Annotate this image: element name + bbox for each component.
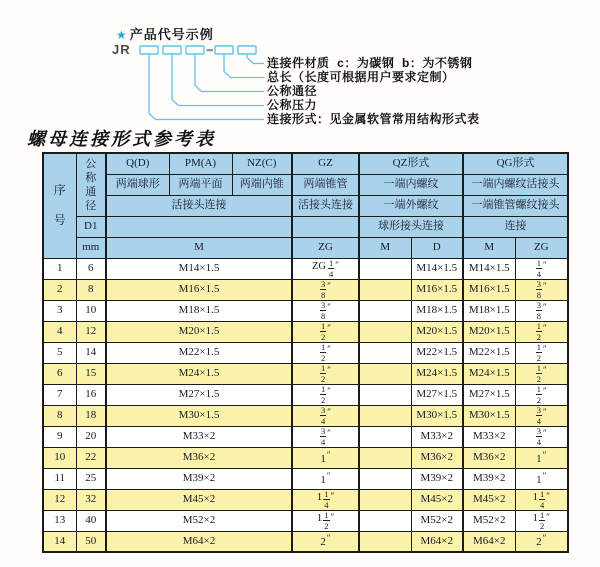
header-unit-zg: ZG — [292, 237, 359, 258]
cell-gz-zg: $\frac{3}{4}$ ″ — [292, 426, 359, 447]
cell-qg-zg: $\frac{3}{4}$ ″ — [515, 426, 568, 447]
cell-gz-zg: 1″ — [292, 468, 359, 489]
cell-gz-zg: ZG $\frac{1}{4}$ ″ — [292, 258, 359, 279]
cell-gz-zg: $\frac{1}{2}$ ″ — [292, 321, 359, 342]
cell-gz-zg: 1 $\frac{1}{2}$ ″ — [292, 510, 359, 531]
cell-m: M52×2 — [106, 510, 292, 531]
cell-m: M18×1.5 — [106, 300, 292, 321]
cell-mm: 40 — [76, 510, 106, 531]
header-unit-qg-m: M — [463, 237, 515, 258]
cell-qg-m: M22×1.5 — [463, 342, 515, 363]
cell-qz-d: M45×2 — [411, 489, 463, 510]
cell-qg-zg: $\frac{1}{2}$ ″ — [515, 342, 568, 363]
cell-seq: 5 — [43, 342, 76, 363]
cell-gz-zg: $\frac{3}{8}$ ″ — [292, 300, 359, 321]
header-pm-desc: 两端平面 — [169, 174, 232, 195]
header-mm: mm — [76, 237, 106, 258]
table-row — [43, 468, 568, 489]
cell-qg-zg: 1″ — [515, 468, 568, 489]
table-row — [43, 363, 568, 384]
cell-qz-m — [359, 405, 411, 426]
cell-seq: 8 — [43, 405, 76, 426]
cell-qg-m: M24×1.5 — [463, 363, 515, 384]
cell-qg-zg: $\frac{3}{4}$ ″ — [515, 405, 568, 426]
cell-gz-zg: $\frac{1}{2}$ ″ — [292, 342, 359, 363]
header-empty-cell — [292, 216, 359, 237]
cell-qz-d: M36×2 — [411, 447, 463, 468]
header-qz: QZ形式 — [359, 153, 463, 174]
connector-line — [247, 55, 264, 64]
cell-qz-d: M16×1.5 — [411, 279, 463, 300]
table-row — [43, 489, 568, 510]
table-row — [43, 447, 568, 468]
connector-line — [195, 55, 264, 92]
table-row — [43, 321, 568, 342]
cell-mm: 12 — [76, 321, 106, 342]
cell-mm: 10 — [76, 300, 106, 321]
header-q-desc: 两端球形 — [106, 174, 169, 195]
cell-seq: 7 — [43, 384, 76, 405]
cell-mm: 18 — [76, 405, 106, 426]
cell-qg-m: M18×1.5 — [463, 300, 515, 321]
cell-gz-zg: $\frac{3}{4}$ ″ — [292, 405, 359, 426]
cell-qz-d: M39×2 — [411, 468, 463, 489]
table-body — [43, 258, 568, 552]
cell-qg-zg: $\frac{3}{8}$ ″ — [515, 279, 568, 300]
header-qz-connection: 球形接头连接 — [359, 216, 463, 237]
cell-mm: 20 — [76, 426, 106, 447]
header-unit-m: M — [106, 237, 292, 258]
header-nz: NZ(C) — [232, 153, 292, 174]
cell-mm: 8 — [76, 279, 106, 300]
cell-seq: 4 — [43, 321, 76, 342]
cell-m: M45×2 — [106, 489, 292, 510]
cell-qg-m: M39×2 — [463, 468, 515, 489]
cell-mm: 16 — [76, 384, 106, 405]
cell-qg-zg: 1 $\frac{1}{2}$ ″ — [515, 510, 568, 531]
table-row — [43, 300, 568, 321]
code-label-connection: 连接形式：见金属软管常用结构形式表 — [267, 112, 480, 126]
cell-mm: 15 — [76, 363, 106, 384]
cell-gz-zg: $\frac{1}{2}$ ″ — [292, 384, 359, 405]
header-empty-cell — [106, 216, 292, 237]
cell-gz-zg: 1″ — [292, 447, 359, 468]
code-label-diameter: 公称通径 — [267, 84, 318, 98]
code-field-box — [238, 46, 256, 54]
cell-qg-zg: $\frac{3}{8}$ ″ — [515, 300, 568, 321]
connector-line — [149, 55, 264, 120]
cell-m: M27×1.5 — [106, 384, 292, 405]
code-field-box — [186, 46, 204, 54]
header-gz-desc: 两端锥管 — [292, 174, 359, 195]
cell-qg-zg: 2″ — [515, 531, 568, 552]
table-row — [43, 426, 568, 447]
cell-qz-d: M20×1.5 — [411, 321, 463, 342]
cell-seq: 12 — [43, 489, 76, 510]
cell-qg-zg: $\frac{1}{4}$ ″ — [515, 258, 568, 279]
cell-qg-m: M14×1.5 — [463, 258, 515, 279]
table-row — [43, 342, 568, 363]
cell-qg-m: M27×1.5 — [463, 384, 515, 405]
cell-qz-d: M24×1.5 — [411, 363, 463, 384]
cell-qg-m: M30×1.5 — [463, 405, 515, 426]
code-label-pressure: 公称压力 — [267, 98, 318, 112]
cell-m: M14×1.5 — [106, 258, 292, 279]
code-label-material: 连接件材质 c：为碳钢 b：为不锈钢 — [267, 56, 473, 70]
header-unit-qg-zg: ZG — [515, 237, 568, 258]
cell-qz-m — [359, 447, 411, 468]
cell-m: M20×1.5 — [106, 321, 292, 342]
cell-gz-zg: $\frac{1}{2}$ ″ — [292, 363, 359, 384]
cell-qg-zg: 1″ — [515, 447, 568, 468]
header-union-connection: 活接头连接 — [106, 195, 292, 216]
cell-qz-m — [359, 342, 411, 363]
cell-qz-m — [359, 321, 411, 342]
cell-mm: 14 — [76, 342, 106, 363]
cell-qg-zg: $\frac{1}{2}$ ″ — [515, 321, 568, 342]
diagram-title-text: 产品代号示例 — [129, 27, 214, 42]
cell-seq: 11 — [43, 468, 76, 489]
star-icon: ★ — [116, 28, 128, 42]
cell-qz-d: M52×2 — [411, 510, 463, 531]
code-field-box — [140, 46, 158, 54]
cell-qz-d: M64×2 — [411, 531, 463, 552]
cell-m: M39×2 — [106, 468, 292, 489]
cell-qg-m: M20×1.5 — [463, 321, 515, 342]
cell-qg-m: M52×2 — [463, 510, 515, 531]
code-label-length: 总长（长度可根据用户要求定制） — [267, 70, 455, 84]
cell-seq: 13 — [43, 510, 76, 531]
cell-qg-zg: $\frac{1}{2}$ ″ — [515, 363, 568, 384]
cell-qz-m — [359, 363, 411, 384]
cell-gz-zg: 1 $\frac{1}{4}$ ″ — [292, 489, 359, 510]
connector-line — [224, 55, 264, 78]
cell-qz-m — [359, 468, 411, 489]
cell-m: M24×1.5 — [106, 363, 292, 384]
cell-gz-zg: $\frac{3}{8}$ ″ — [292, 279, 359, 300]
cell-seq: 1 — [43, 258, 76, 279]
header-unit-qz-m: M — [359, 237, 411, 258]
header-pm: PM(A) — [169, 153, 232, 174]
header-qg-desc1: 一端内螺纹活接头 — [463, 174, 568, 195]
cell-qz-m — [359, 258, 411, 279]
cell-qg-m: M16×1.5 — [463, 279, 515, 300]
cell-qz-d: M18×1.5 — [411, 300, 463, 321]
header-qz-desc1: 一端内螺纹 — [359, 174, 463, 195]
header-qg: QG形式 — [463, 153, 568, 174]
cell-m: M33×2 — [106, 426, 292, 447]
cell-qz-d: M14×1.5 — [411, 258, 463, 279]
table-row — [43, 279, 568, 300]
table-row — [43, 510, 568, 531]
cell-qz-m — [359, 531, 411, 552]
header-gz-connection: 活接头连接 — [292, 195, 359, 216]
cell-qz-m — [359, 300, 411, 321]
header-unit-qz-d: D — [411, 237, 463, 258]
header-gz: GZ — [292, 153, 359, 174]
product-code-prefix: JR — [112, 42, 131, 57]
nut-connection-table — [42, 152, 569, 553]
table-row — [43, 405, 568, 426]
cell-seq: 10 — [43, 447, 76, 468]
cell-qz-m — [359, 384, 411, 405]
header-q: Q(D) — [106, 153, 169, 174]
cell-seq: 9 — [43, 426, 76, 447]
cell-qg-m: M33×2 — [463, 426, 515, 447]
table-title: 螺母连接形式参考表 — [27, 129, 216, 149]
cell-m: M22×1.5 — [106, 342, 292, 363]
cell-qz-m — [359, 489, 411, 510]
cell-qz-m — [359, 426, 411, 447]
cell-seq: 14 — [43, 531, 76, 552]
cell-qz-d: M27×1.5 — [411, 384, 463, 405]
cell-mm: 6 — [76, 258, 106, 279]
header-nominal-diameter: 公 称 通 径 — [76, 153, 106, 216]
connector-line — [172, 55, 264, 106]
cell-m: M16×1.5 — [106, 279, 292, 300]
cell-m: M36×2 — [106, 447, 292, 468]
cell-mm: 22 — [76, 447, 106, 468]
cell-qg-m: M36×2 — [463, 447, 515, 468]
cell-qg-m: M45×2 — [463, 489, 515, 510]
cell-qz-m — [359, 279, 411, 300]
cell-m: M30×1.5 — [106, 405, 292, 426]
cell-mm: 32 — [76, 489, 106, 510]
cell-seq: 2 — [43, 279, 76, 300]
header-qz-desc2: 一端外螺纹 — [359, 195, 463, 216]
table-row — [43, 258, 568, 279]
header-d1: D1 — [76, 216, 106, 237]
table-row — [43, 531, 568, 552]
cell-qg-zg: $\frac{1}{2}$ ″ — [515, 384, 568, 405]
cell-gz-zg: 2″ — [292, 531, 359, 552]
cell-qz-m — [359, 510, 411, 531]
cell-qz-d: M22×1.5 — [411, 342, 463, 363]
cell-qz-d: M30×1.5 — [411, 405, 463, 426]
header-nz-desc: 两端内锥 — [232, 174, 292, 195]
table-row — [43, 384, 568, 405]
cell-mm: 50 — [76, 531, 106, 552]
code-field-box — [163, 46, 181, 54]
header-qg-desc2: 一端锥管螺纹接头 — [463, 195, 568, 216]
cell-m: M64×2 — [106, 531, 292, 552]
cell-seq: 6 — [43, 363, 76, 384]
cell-qg-m: M64×2 — [463, 531, 515, 552]
cell-qz-d: M33×2 — [411, 426, 463, 447]
cell-qg-zg: 1 $\frac{1}{4}$ ″ — [515, 489, 568, 510]
code-field-box — [215, 46, 233, 54]
cell-seq: 3 — [43, 300, 76, 321]
cell-mm: 25 — [76, 468, 106, 489]
header-seq: 序 号 — [43, 153, 76, 258]
header-qg-connection: 连接 — [463, 216, 568, 237]
